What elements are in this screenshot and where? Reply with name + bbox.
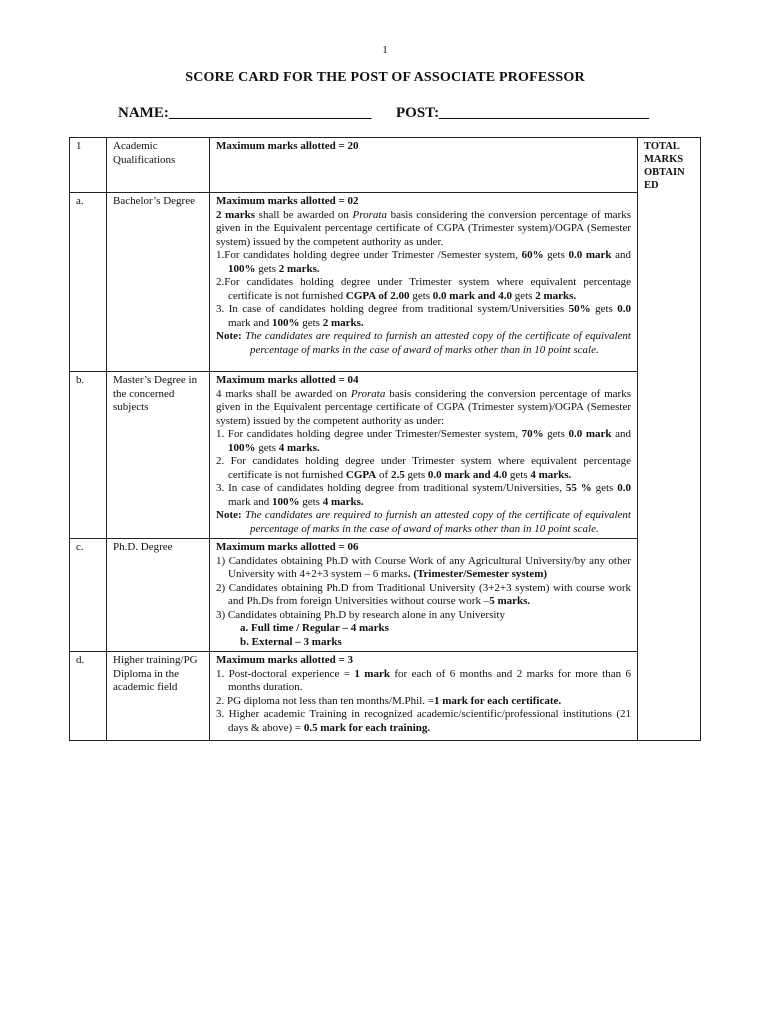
row-number: 1 [70, 138, 107, 193]
criteria-item: 2. For candidates holding degree under Trimester system where equivalent percentage certificate is not furnished CGPA of 2.5 gets 0.0 mark and 4.0 gets 4 marks. [216, 455, 631, 481]
max-marks: Maximum marks allotted = 20 [216, 140, 359, 152]
criteria-item: 3. In case of candidates holding degree from traditional system/Universities 50% gets 0.0 mark and 100% gets 2 marks. [216, 303, 631, 329]
note: Note: The candidates are required to furnish an attested copy of the certificate of equivalent percentage of marks in the case of award of marks other than in 10 point scale. [216, 330, 631, 356]
name-field-label: NAME:___________________________ [118, 105, 372, 121]
criteria-item: 2.For candidates holding degree under Trimester system where equivalent percentage certificate is not furnished CGPA of 2.00 gets 0.0 mark and 4.0 gets 2 marks. [216, 276, 631, 302]
criteria-item: 3) Candidates obtaining Ph.D by research alone in any University [216, 608, 505, 621]
criteria-subitem: b. External – 3 marks [240, 635, 342, 648]
note: Note: The candidates are required to furnish an attested copy of the certificate of equivalent percentage of marks in the case of award of marks other than in 10 point scale. [216, 509, 631, 535]
table-row [70, 539, 701, 652]
post-field-label: POST:____________________________ [396, 105, 650, 121]
row-label: Ph.D. Degree [107, 539, 210, 652]
criteria-item: 3. Higher academic Training in recognized academic/scientific/professional institutions (21 days & above) = 0.5 mark for each training. [216, 708, 631, 734]
criteria-item: 1. Post-doctoral experience = 1 mark for each of 6 months and 2 marks for more than 6 months duration. [216, 667, 631, 693]
criteria-subitem: a. Full time / Regular – 4 marks [240, 622, 389, 634]
score-table [69, 137, 701, 741]
criteria-item: 1. For candidates holding degree under Trimester/Semester system, 70% gets 0.0 mark and 100% gets 4 marks. [216, 428, 631, 454]
table-row [70, 138, 701, 193]
criteria-paragraph: 2 marks shall be awarded on Prorata basis considering the conversion percentage of marks given in the Equivalent percentage certificate of CGPA (Trimester system)/OGPA (Semester system) issued by the competent authority as under. [216, 208, 631, 248]
table-row [70, 652, 701, 741]
max-marks: Maximum marks allotted = 3 [216, 654, 354, 666]
max-marks: Maximum marks allotted = 02 [216, 195, 359, 207]
total-marks-header: TOTAL MARKS OBTAIN ED [638, 138, 701, 741]
row-label: Higher training/PG Diploma in the academic field [107, 652, 210, 741]
page-number: 1 [382, 44, 388, 56]
row-label: Bachelor’s Degree [107, 193, 210, 372]
max-marks: Maximum marks allotted = 06 [216, 541, 359, 553]
criteria-item: 1) Candidates obtaining Ph.D with Course Work of any Agricultural University/by any other University with 4+2+3 system – 6 marks. (Trimester/Semester system) [216, 554, 631, 580]
page-title: SCORE CARD FOR THE POST OF ASSOCIATE PROFESSOR [185, 70, 585, 85]
row-number: a. [70, 193, 107, 372]
criteria-item: 3. In case of candidates holding degree from traditional system/Universities, 55 % gets 0.0 mark and 100% gets 4 marks. [216, 482, 631, 508]
criteria-item: 2. PG diploma not less than ten months/M.Phil. =1 mark for each certificate. [216, 694, 562, 707]
row-number: d. [70, 652, 107, 741]
row-label: Master’s Degree in the concerned subjects [107, 372, 210, 539]
table-row [70, 193, 701, 372]
row-number: c. [70, 539, 107, 652]
row-label: Academic Qualifications [107, 138, 210, 193]
table-row [70, 372, 701, 539]
row-number: b. [70, 372, 107, 539]
max-marks: Maximum marks allotted = 04 [216, 374, 359, 386]
criteria-item: 2) Candidates obtaining Ph.D from Traditional University (3+2+3 system) with course work and Ph.Ds from foreign Universities without course work –5 marks. [216, 581, 631, 607]
criteria-item: 1.For candidates holding degree under Trimester /Semester system, 60% gets 0.0 mark and 100% gets 2 marks. [216, 249, 631, 275]
criteria-paragraph: 4 marks shall be awarded on Prorata basis considering the conversion percentage of marks given in the Equivalent percentage certificate of CGPA (Trimester system)/OGPA (Semester system) issued by the competent authority as under: [216, 387, 632, 427]
